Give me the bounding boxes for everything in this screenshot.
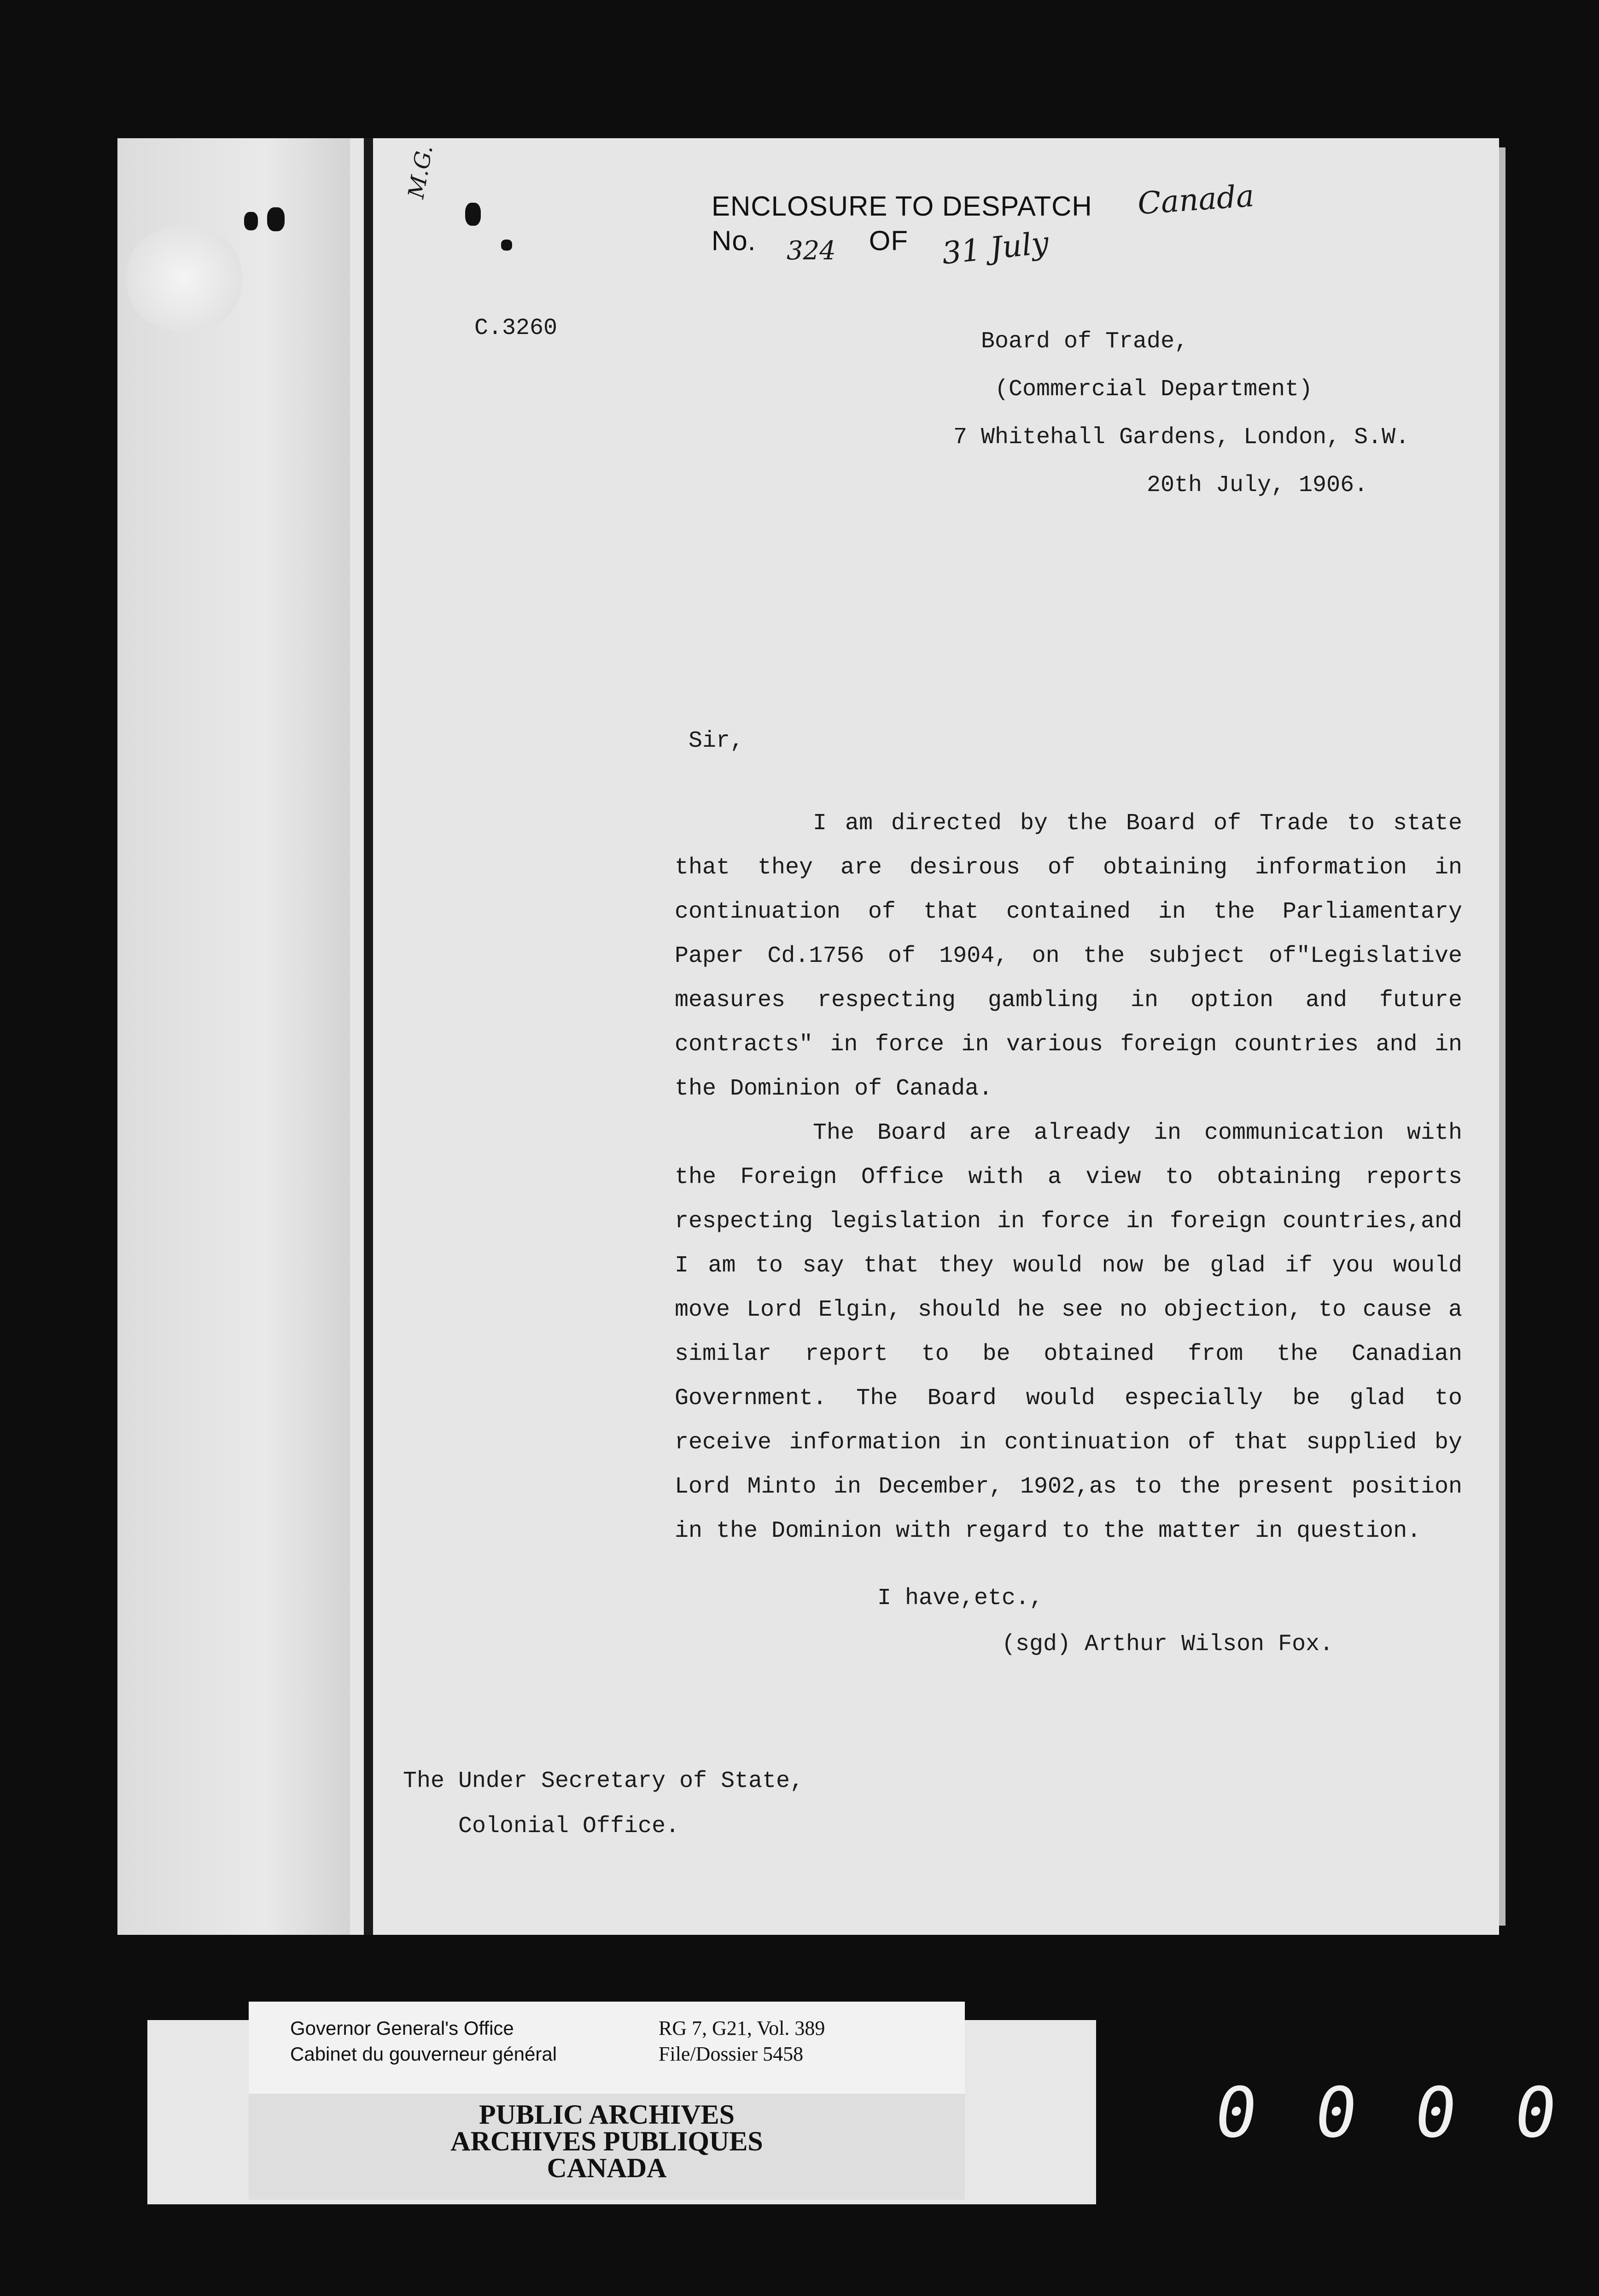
page-divider <box>364 138 373 1935</box>
address-line: Board of Trade, <box>981 328 1189 355</box>
enclosure-line: ENCLOSURE TO DESPATCH <box>712 191 1092 222</box>
frame-digit: 0 <box>1509 2073 1562 2153</box>
stamp-line: PUBLIC ARCHIVES <box>479 2099 735 2130</box>
paragraph-text: The Board are already in communication with the Foreign Office with a view to obtaining reports respecting legislation in force in foreign countries,and I am to say that they would now be glad if you would move Lord Elgin, should he see no objection, to cause a similar report to be obtained from the Canadian Government. The Board would especially be glad to receive information in continuation of that supplied by Lord Minto in December, 1902,as to the present position in the Dominion with regard to the matter in question. <box>675 1120 1462 1544</box>
label-reference <box>659 2015 825 2067</box>
paragraph <box>675 802 1462 1111</box>
record-group: RG 7, G21, Vol. 389 <box>659 2017 825 2039</box>
recipient-line: Colonial Office. <box>458 1813 680 1839</box>
reference-number: C.3260 <box>474 315 558 341</box>
office-french: Cabinet du gouverneur général <box>290 2043 557 2065</box>
sender-address <box>953 318 1410 510</box>
recipient-line: The Under Secretary of State, <box>403 1768 804 1794</box>
recipient-block <box>403 1759 804 1849</box>
stamp-line: CANADA <box>547 2153 667 2183</box>
handwritten-date: 31 July <box>940 225 1050 271</box>
archives-stamp <box>249 2094 965 2200</box>
page-edge <box>1499 147 1506 1926</box>
address-line: 7 Whitehall Gardens, London, S.W. <box>953 424 1410 451</box>
file-number: File/Dossier 5458 <box>659 2043 804 2065</box>
punch-hole <box>267 207 285 231</box>
office-english: Governor General's Office <box>290 2017 514 2039</box>
salutation: Sir, <box>689 728 744 754</box>
closing-block <box>877 1576 1333 1668</box>
punch-hole <box>244 212 258 230</box>
frame-counter <box>1202 2073 1570 2153</box>
label-office <box>290 2015 557 2067</box>
embossed-seal <box>122 226 246 332</box>
punch-hole <box>465 203 481 226</box>
signature: (sgd) Arthur Wilson Fox. <box>1002 1631 1334 1658</box>
paragraph <box>675 1111 1462 1553</box>
archive-label <box>249 2002 965 2094</box>
left-page <box>117 138 366 1935</box>
address-line: (Commercial Department) <box>995 376 1313 403</box>
frame-digit: 0 <box>1309 2073 1363 2153</box>
margin-note: M.G. <box>403 143 438 201</box>
letter-date: 20th July, 1906. <box>1147 472 1368 498</box>
handwritten-country: Canada <box>1136 178 1255 222</box>
punch-hole <box>501 240 512 251</box>
letter-body <box>675 802 1462 1553</box>
paragraph-text: I am directed by the Board of Trade to state that they are desirous of obtaining information in continuation of that contained in the Parliamentary Paper Cd.1756 of 1904, on the subject of"Legislative measures respecting gambling in option and future contracts" in force in various foreign countries and in the Dominion of Canada. <box>675 810 1462 1102</box>
closing-phrase: I have,etc., <box>877 1585 1044 1611</box>
handwritten-number: 324 <box>787 236 836 266</box>
number-label: No. <box>712 225 756 256</box>
frame-digit: 0 <box>1209 2073 1263 2153</box>
stamp-line: ARCHIVES PUBLIQUES <box>450 2126 763 2156</box>
frame-digit: 0 <box>1409 2073 1462 2153</box>
of-label: OF <box>869 225 909 256</box>
